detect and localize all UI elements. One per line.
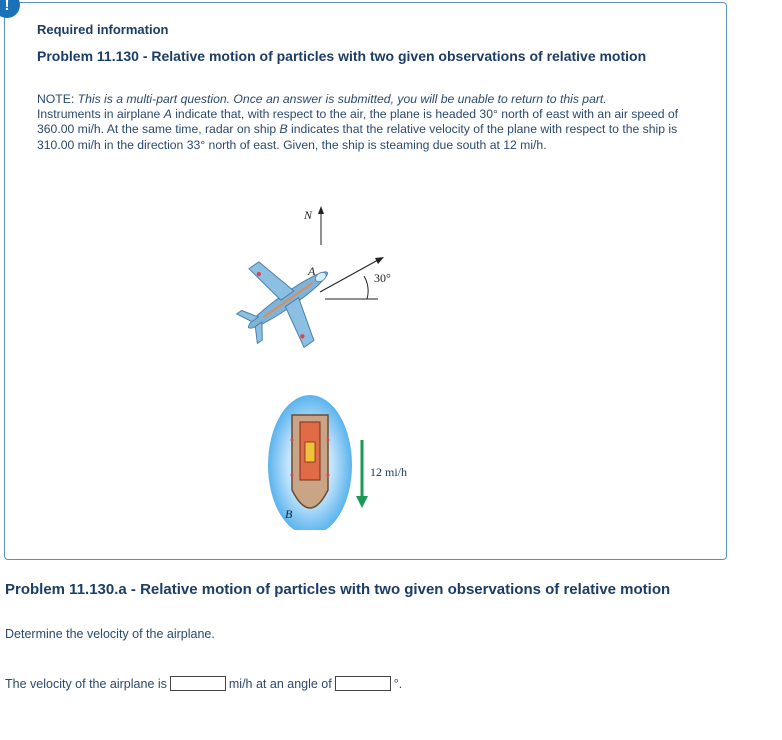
- problem-title: Problem 11.130 - Relative motion of particles with two given observations of relative motion: [37, 48, 647, 64]
- velocity-input[interactable]: [170, 676, 226, 691]
- answer-mid: mi/h at an angle of: [228, 676, 332, 691]
- angle-input[interactable]: [335, 676, 391, 691]
- ship-variable: B: [279, 122, 288, 137]
- angle-label: 30°: [374, 271, 391, 285]
- north-label: N: [304, 208, 313, 222]
- problem-figure: [230, 200, 470, 530]
- airplane-icon: [230, 233, 355, 368]
- answer-suffix: °.: [393, 676, 403, 691]
- statement-text-3: indicates that the relative velocity of the plane with respect to the ship is 310.00 mi/h in the direction 33° north of east. Given, the ship is steaming due south at 12 mi/h.: [37, 122, 678, 152]
- problem-statement: [37, 92, 687, 153]
- note-prefix: NOTE:: [37, 92, 78, 106]
- alert-icon: !: [0, 0, 20, 18]
- statement-text-2: indicate that, with respect to the air, the plane is headed 30° north of east with an air speed of 360.00 mi/h. At the same time, radar on ship: [37, 107, 679, 137]
- ship-icon: [291, 415, 330, 508]
- part-a-prompt: Determine the velocity of the airplane.: [5, 627, 215, 641]
- part-a-title: Problem 11.130.a - Relative motion of particles with two given observations of relative motion: [5, 581, 671, 598]
- ship-label: B: [285, 507, 293, 521]
- statement-text-1: Instruments in airplane: [37, 107, 164, 122]
- note-text: This is a multi-part question. Once an answer is submitted, you will be unable to return to this part.: [77, 92, 607, 106]
- statement-paragraph: [37, 107, 687, 153]
- answer-row: [5, 676, 402, 691]
- required-information-label: Required information: [37, 22, 169, 37]
- ship-velocity-arrow-icon: [356, 440, 368, 508]
- plane-label: A: [308, 264, 316, 278]
- airplane-variable: A: [163, 107, 172, 122]
- note-paragraph: [37, 92, 687, 107]
- north-arrow-icon: [318, 206, 324, 245]
- speed-label: 12 mi/h: [370, 465, 408, 479]
- answer-prefix: The velocity of the airplane is: [5, 676, 167, 691]
